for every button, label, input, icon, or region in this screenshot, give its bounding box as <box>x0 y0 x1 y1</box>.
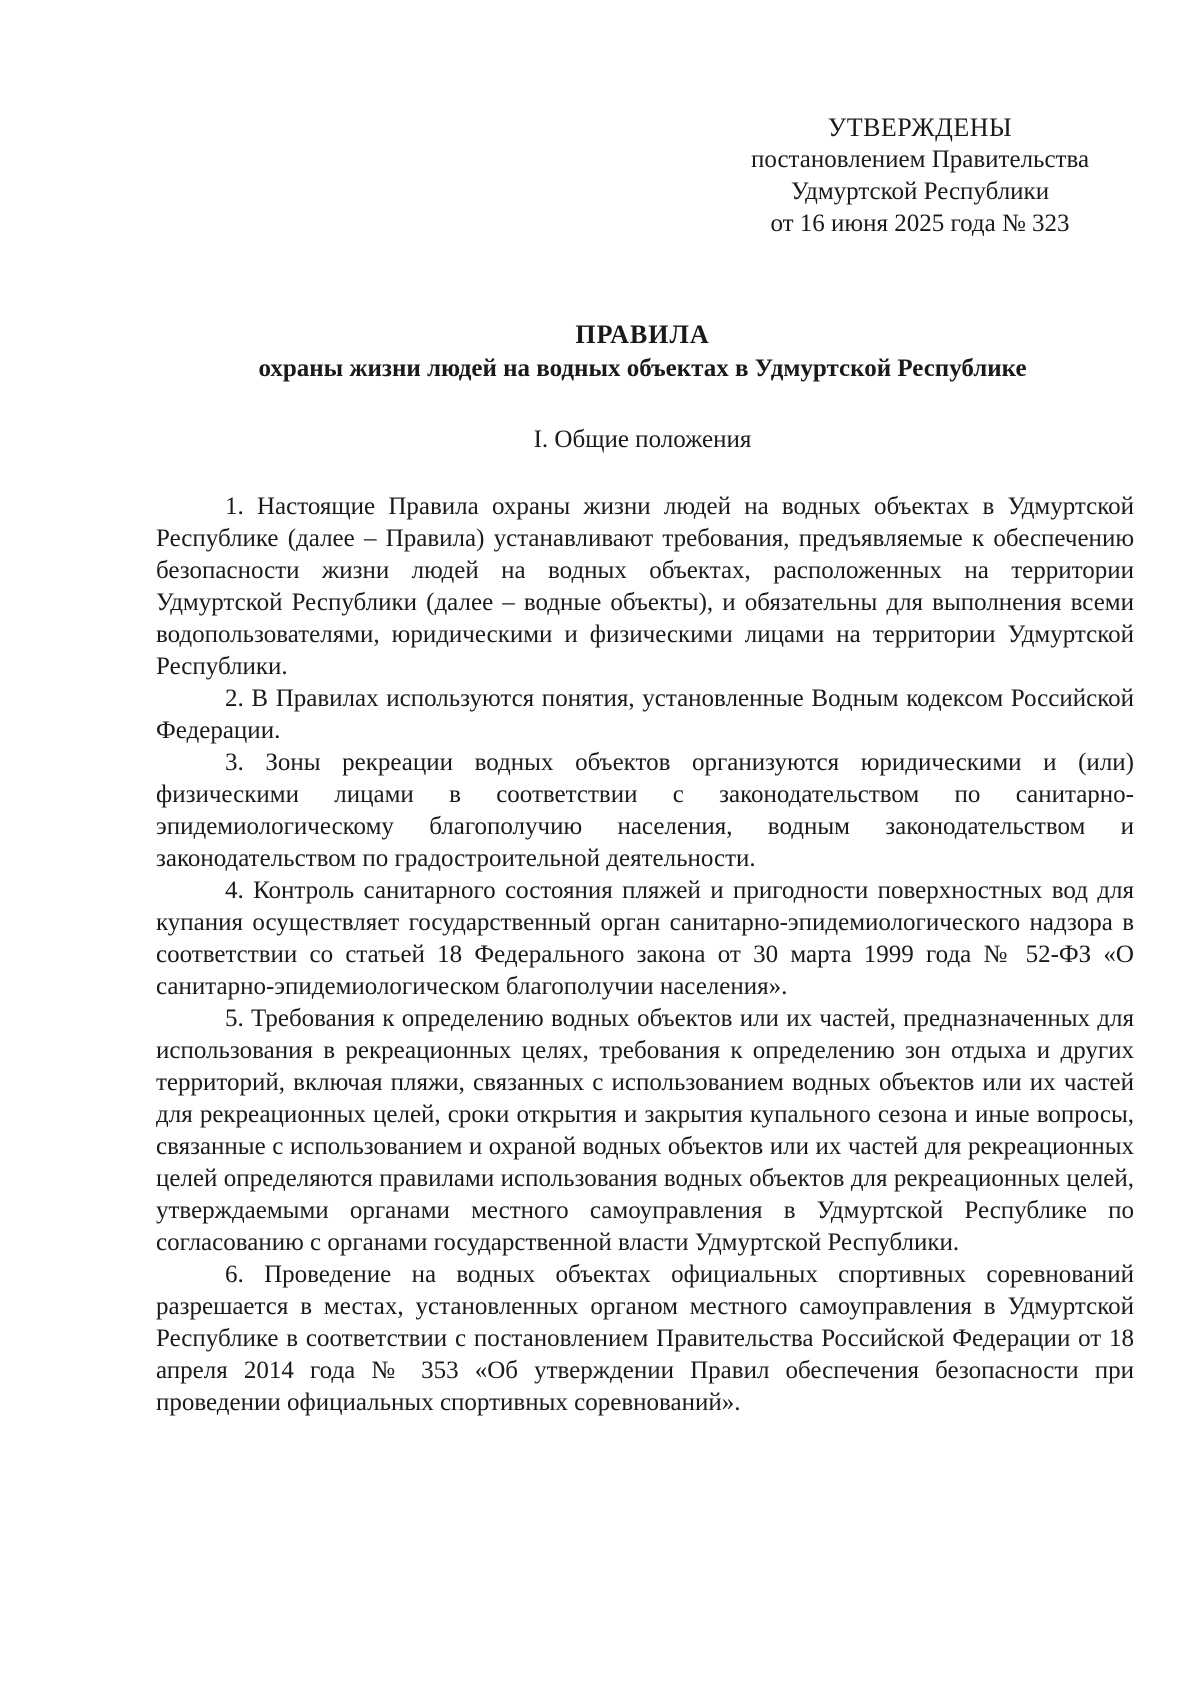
paragraph-4: 4. Контроль санитарного состояния пляжей и пригодности поверхностных вод для купания осуществляет государственный орган санитарно-эпидемиологического надзора в соответствии со статьей 18 Федерального закона от 30 марта 1999 года № 52-ФЗ «О санитарно-эпидемиологическом благополучии населения». <box>156 877 1134 1000</box>
title-subtitle: охраны жизни людей на водных объектах в Удмуртской Республике <box>258 355 1027 382</box>
document-body <box>156 491 1134 1419</box>
paragraph-5: 5. Требования к определению водных объектов или их частей, предназначенных для использования в рекреационных целях, требования к определению зон отдыха и других территорий, включая пляжи, связанных с использованием водных объектов или их частей для рекреационных целей, сроки открытия и закрытия купального сезона и иные вопросы, связанные с использованием и охраной водных объектов или их частей для рекреационных целей определяются правилами использования водных объектов для рекреационных целей, утверждаемыми органами местного самоуправления в Удмуртской Республике по согласованию с органами государственной власти Удмуртской Республики. <box>156 1005 1134 1256</box>
approval-block <box>700 112 1140 240</box>
document-title <box>150 318 1135 386</box>
paragraph-3: 3. Зоны рекреации водных объектов организуются юридическими и (или) физическими лицами в соответствии с законодательством по санитарно-эпидемиологическому благополучию населения, водным законодательством и законодательством по градостроительной деятельности. <box>156 749 1134 872</box>
paragraph-6: 6. Проведение на водных объектах официальных спортивных соревнований разрешается в местах, установленных органом местного самоуправления в Удмуртской Республике в соответствии с постановлением Правительства Российской Федерации от 18 апреля 2014 года № 353 «Об утверждении Правил обеспечения безопасности при проведении официальных спортивных соревнований». <box>156 1261 1134 1416</box>
paragraph-1: 1. Настоящие Правила охраны жизни людей на водных объектах в Удмуртской Республике (далее – Правила) устанавливают требования, предъявляемые к обеспечению безопасности жизни людей на водных объектах, расположенных на территории Удмуртской Республики (далее – водные объекты), и обязательны для выполнения всеми водопользователями, юридическими и физическими лицами на территории Удмуртской Республики. <box>156 493 1134 680</box>
title-main: ПРАВИЛА <box>575 320 710 349</box>
approval-authority: постановлением Правительства <box>750 146 1090 173</box>
approval-stamp: УТВЕРЖДЕНЫ <box>827 113 1013 142</box>
paragraph-2: 2. В Правилах используются понятия, установленные Водным кодексом Российской Федерации. <box>156 685 1134 744</box>
approval-region: Удмуртской Республики <box>790 178 1050 205</box>
section-heading: I. Общие положения <box>533 426 752 453</box>
approval-date-number: от 16 июня 2025 года № 323 <box>770 210 1070 237</box>
